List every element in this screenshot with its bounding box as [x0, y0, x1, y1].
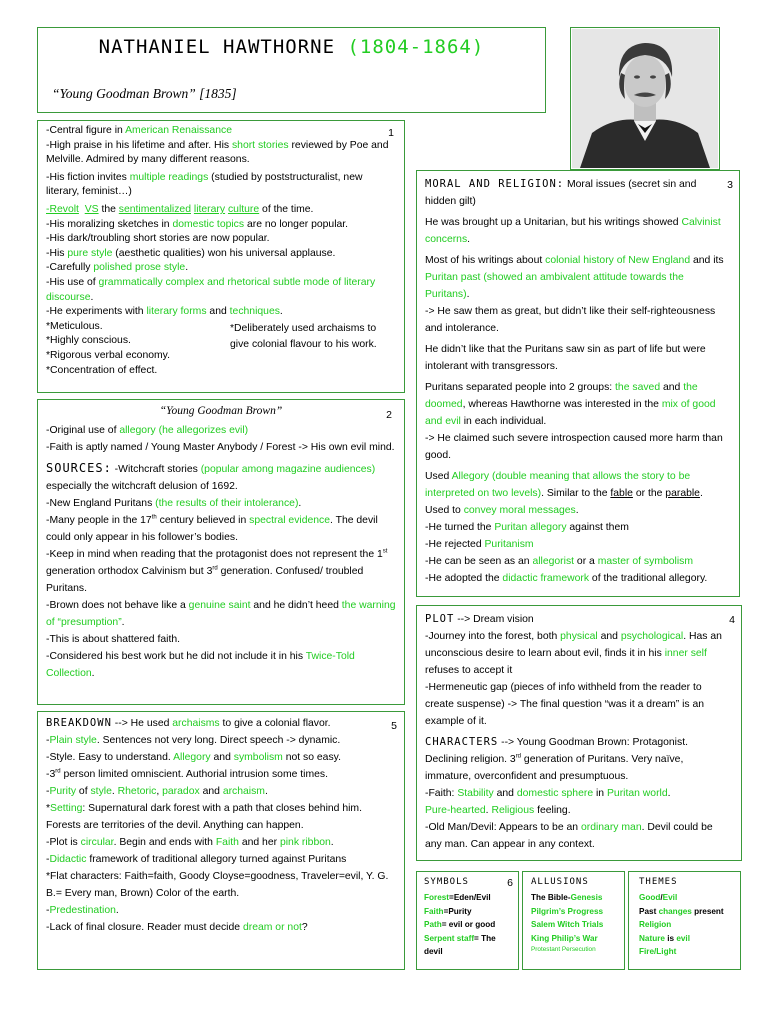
- allusions-list: The Bible-Genesis Pilgrim’s Progress Salem Witch Trials King Philip’s War Protestant Persecution: [531, 893, 604, 953]
- themes-list: Good/Evil Past changes present Religion Nature is evil Fire/Light: [639, 893, 724, 956]
- section-4-text: PLOT --> Dream vision -Journey into the forest, both physical and psychological. Has an unconscious desire to learn about evil, finds it in his inner self refuses to accept it -Hermeneutic gap (pieces of info withheld from the reader to create suspense) -> The final question “was it a dream” is an example of it. CHARACTERS --> Young Goodman Brown: Protagonist. Declining religion. 3rd generation of Puritans. Very naïve, immature, overconfident and presumptuous. -Faith: Stability and domestic sphere in Puritan world. Pure-hearted. Religious feeling. -Old Man/Devil: Appears to be an ordinary man. Devil could be any man. Can appear in any context.: [425, 613, 722, 850]
- section-2-text: -Original use of allegory (he allegorizes evil) -Faith is aptly named / Young Master Anybody / Forest -> His own evil mind. SOURCES: -Witchcraft stories (popular among magazine audiences) especially the witchcraft delusion of 1692. -New England Puritans (the results of their intolerance). -Many people in the 17th century believed in spectral evidence. The devil could only appear in his follower’s bodies. -Keep in mind when reading that the protagonist does not represent the 1st generation orthodox Calvinism but 3rd generation. Confused/ troubled Puritans. -Brown does not behave like a genuine saint and he didn’t heed the warning of “presumption”. -This is about shattered faith. -Considered his best work but he did not include it in his Twice-Told Collection.: [46, 425, 396, 679]
- sources-label: SOURCES:: [46, 461, 112, 475]
- author-name: NATHANIEL HAWTHORNE: [98, 36, 336, 58]
- section-4-plot-characters: [416, 605, 742, 861]
- page-title: [38, 36, 545, 58]
- section-2-young-goodman-brown: [37, 399, 405, 705]
- archaism-note: *Deliberately used archaisms to give colonial flavour to his work.: [230, 322, 377, 350]
- allusions-label: ALLUSIONS: [531, 877, 589, 887]
- symbols-label: SYMBOLS: [424, 877, 469, 887]
- themes-label: THEMES: [639, 877, 678, 887]
- section-2-title: “Young Goodman Brown”: [159, 405, 283, 417]
- section-5-text: BREAKDOWN --> He used archaisms to give a colonial flavor. -Plain style. Sentences not very long. Direct speech -> dynamic. -Style. Easy to understand. Allegory and symbolism not so easy. -3rd person limited omniscient. Authorial intrusion some times. -Purity of style. Rhetoric, paradox and archaism. *Setting: Supernatural dark forest with a path that closes behind him. Forests are territories of the devil. Anything can happen. -Plot is circular. Begin and ends with Faith and her pink ribbon. -Didactic framework of traditional allegory turned against Puritans *Flat characters: Faith=faith, Goody Cloyse=goodness, Traveler=evil, Y. G. B.= Every man, Brown) Color of the earth. -Predestination. -Lack of final closure. Reader must decide dream or not?: [46, 717, 389, 933]
- story-subtitle: “Young Goodman Brown” [1835]: [52, 86, 237, 101]
- section-number: 1: [388, 127, 394, 139]
- section-3-moral-religion: [416, 170, 740, 597]
- moral-religion-label: MORAL AND RELIGION:: [425, 178, 565, 190]
- section-number: 5: [391, 720, 397, 732]
- section-1-text: -Central figure in American Renaissance -High praise in his lifetime and after. His short stories reviewed by Poe and Melville. Admired by many different reasons. -His fiction invites multiple readings (studied by poststructuralist, new literary, feminist…) -Revolt VS the sentimentalized literary culture of the time. -His moralizing sketches in domestic topics are no longer popular. -His dark/troubling short stories are now popular. -His pure style (aesthetic qualities) won his universal applause. -Carefully polished prose style. -His use of grammatically complex and rhetorical subtle mode of literary discourse. -He experiments with literary forms and techniques. *Meticulous. *Highly conscious. *Rigorous verbal economy. *Concentration of effect. *Deliberately used archaisms to give colonial flavour to his work.: [46, 125, 389, 376]
- header-box: [37, 27, 546, 113]
- breakdown-label: BREAKDOWN: [46, 717, 112, 729]
- section-6-symbols: [416, 871, 519, 970]
- section-5-breakdown: [37, 711, 405, 970]
- author-portrait: [572, 29, 718, 168]
- characters-label: CHARACTERS: [425, 736, 499, 748]
- section-number: 4: [729, 614, 735, 626]
- section-1-overview: [37, 120, 405, 393]
- allusions-box: [522, 871, 625, 970]
- section-number: 3: [727, 179, 733, 191]
- portrait-box: [570, 27, 720, 170]
- section-number: 2: [386, 409, 392, 421]
- plot-label: PLOT: [425, 613, 455, 625]
- symbols-list: Forest=Eden/Evil Faith=Purity Path= evil or good Serpent staff= The devil: [424, 893, 496, 956]
- author-years: (1804-1864): [347, 36, 485, 58]
- section-3-text: MORAL AND RELIGION: Moral issues (secret sin and hidden gilt) He was brought up a Unitarian, but his writings showed Calvinist concerns. Most of his writings about colonial history of New England and its Puritan past (showed an ambivalent attitude towards the Puritans). -> He saw them as great, but didn’t like their self-righteousness and intolerance. He didn’t like that the Puritans saw sin as part of life but were intolerant with transgressors. Puritans separated people into 2 groups: the saved and the doomed, whereas Hawthorne was interested in the mix of good and evil in each individual. -> He claimed such severe introspection caused more harm than good. Used Allegory (double meaning that allows the story to be interpreted on two levels). Similar to the fable or the parable. Used to convey moral messages. -He turned the Puritan allegory against them -He rejected Puritanism -He can be seen as an allegorist or a master of symbolism -He adopted the didactic framework of the traditional allegory.: [425, 178, 724, 584]
- section-number: 6: [507, 877, 513, 889]
- themes-box: [628, 871, 741, 970]
